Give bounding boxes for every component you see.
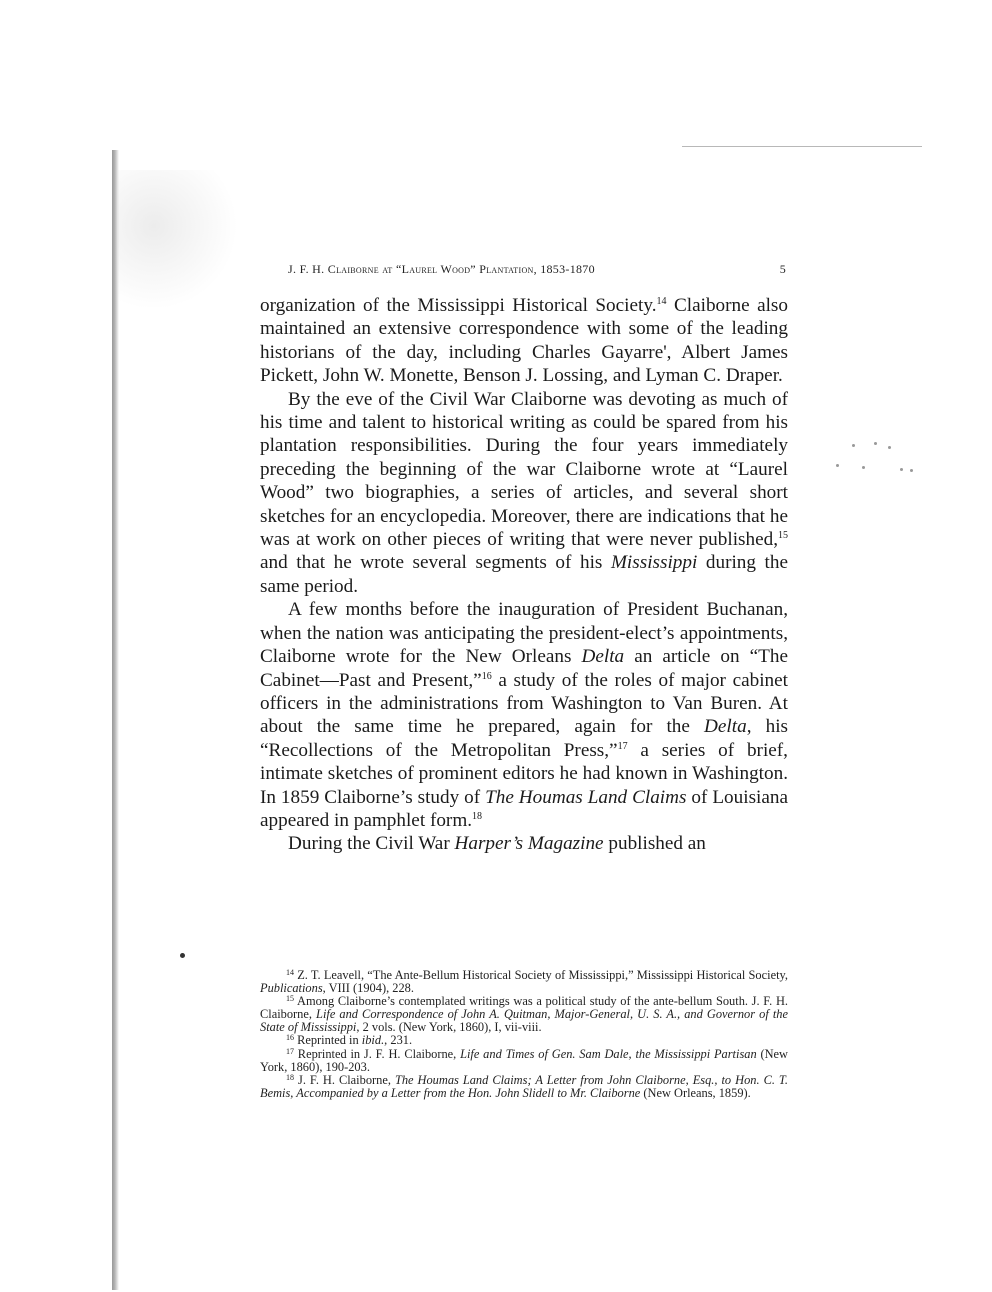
text-run: organization of the Mississippi Historical Society. — [260, 295, 657, 316]
text-run: , 2 vols. (New York, 1860), I, vii-viii. — [356, 1020, 542, 1035]
text-run: J. F. H. Claiborne, — [294, 1072, 395, 1087]
scan-edge-line — [682, 146, 922, 147]
running-head-author: J. F. H. — [288, 262, 325, 276]
italic-text: Publications — [260, 981, 323, 996]
running-head-place: “Laurel Wood” — [395, 262, 476, 276]
footnote-ref: 16 — [481, 670, 492, 682]
footnote — [260, 1048, 788, 1074]
running-head-name: Claiborne — [327, 262, 379, 276]
running-head-at: at — [382, 262, 393, 276]
page-number: 5 — [779, 262, 786, 276]
footnote-number: 17 — [286, 1046, 294, 1056]
text-run: during the same period. — [260, 552, 789, 597]
text-run: Reprinted in — [294, 1033, 362, 1048]
paragraph — [260, 388, 788, 599]
italic-text: Mississippi — [610, 552, 698, 574]
footnote-ref: 14 — [656, 296, 667, 307]
footnote — [260, 995, 788, 1034]
text-run: , his “Recollections of the Metropolitan Press,” — [260, 716, 788, 761]
text-run: a study of the roles of major cabinet officers in the administrations from Washington to Van Buren. At about the same time he prepared, again for the — [260, 669, 788, 738]
text-run: and that he wrote several segments of his — [260, 552, 611, 574]
italic-text: The Houmas Land Claims — [485, 786, 687, 808]
text-run: an article on “The Cabinet—Past and Present,” — [260, 646, 788, 691]
running-head — [288, 262, 786, 277]
running-head-title — [288, 262, 595, 277]
margin-bleed-through — [818, 438, 928, 482]
paragraph — [260, 294, 788, 388]
footnotes — [260, 969, 788, 1100]
text-run: (New Orleans, 1859). — [640, 1085, 751, 1100]
footnote-number: 15 — [286, 994, 294, 1004]
italic-text: Delta — [581, 646, 625, 668]
text-run: published an — [603, 833, 706, 855]
text-run: of Louisiana appeared in pamphlet form. — [260, 786, 788, 831]
footnote-ref: 18 — [472, 810, 483, 822]
text-run: Among Claiborne’s contemplated writings was a political study of the ante-bellum South. J. F. H. Claiborne, — [260, 994, 788, 1022]
text-run: During the Civil War — [288, 833, 455, 855]
text-run: a series of brief, intimate sketches of prominent editors he had known in Washington. In 1859 Claiborne’s study of — [260, 739, 788, 808]
italic-text: Harper’s Magazine — [454, 833, 604, 855]
text-run: A few months before the inauguration of President Buchanan, when the nation was anticipating the president-elect’s appointments, Claiborne wrote for the New Orleans — [260, 599, 788, 668]
italic-text: ibid. — [361, 1033, 385, 1048]
footnote — [260, 969, 788, 995]
paragraph — [260, 832, 788, 855]
footnote-number: 16 — [286, 1033, 294, 1043]
paragraph — [260, 598, 788, 832]
text-run: Z. T. Leavell, “The Ante-Bellum Historical Society of Mississippi,” Mississippi Historical Society, — [294, 968, 788, 982]
footnote-ref: 17 — [617, 740, 628, 752]
italic-text: Life and Correspondence of John A. Quitman, Major-General, U. S. A., and Governor of the State of Mississippi — [260, 1007, 788, 1035]
italic-text: The Houmas Land Claims; A Letter from John Claiborne, Esq., to Hon. C. T. Bemis, Accompanied by a Letter from the Hon. John Slidell to Mr. Claiborne — [260, 1072, 788, 1100]
italic-text: Delta — [704, 716, 747, 738]
text-run: , VIII (1904), 228. — [322, 981, 414, 996]
text-run: Reprinted in J. F. H. Claiborne, — [294, 1046, 461, 1061]
text-run: By the eve of the Civil War Claiborne was devoting as much of his time and talent to historical writing as could be spared from his plantation responsibilities. During the four years immediately preceding the beginning of the war Claiborne wrote at “Laurel Wood” two biographies, a series of articles, and several short sketches for an encyclopedia. Moreover, there are indications that he was at work on other pieces of writing that were never published, — [260, 388, 788, 551]
footnote — [260, 1074, 788, 1100]
scan-binding-shadow — [112, 150, 119, 1290]
running-head-label: Plantation — [479, 262, 534, 276]
body-text — [260, 294, 788, 856]
text-run: , 231. — [384, 1033, 413, 1048]
margin-dot — [180, 953, 185, 958]
footnote-number: 18 — [286, 1072, 294, 1082]
running-head-years: , 1853-1870 — [533, 262, 595, 276]
italic-text: Life and Times of Gen. Sam Dale, the Mississippi Partisan — [460, 1046, 757, 1061]
footnote-number: 14 — [286, 968, 294, 977]
text-run: (New York, 1860), 190-203. — [260, 1046, 788, 1074]
text-run: Claiborne also maintained an extensive correspondence with some of the leading historians of the day, including Charles Gayarre', Albert James Pickett, John W. Monette, Benson J. Lossing, and Lyman C. Draper. — [260, 295, 788, 387]
footnote-ref: 15 — [778, 530, 788, 542]
scan-smudge — [118, 170, 238, 310]
